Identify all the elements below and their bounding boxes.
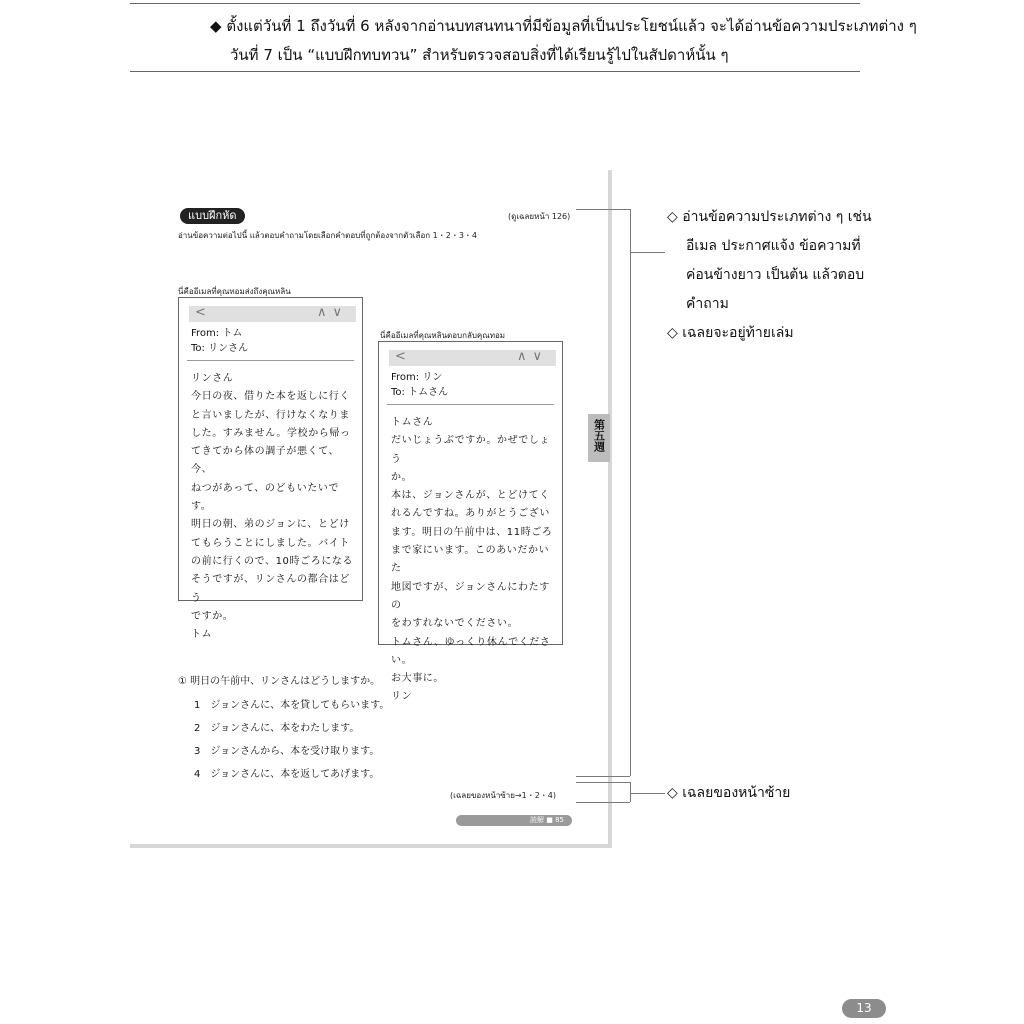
page-footer-bar: 読解 ■ 85	[456, 815, 572, 826]
email1-body: リンさん 今日の夜、借りた本を返しに行く と言いましたが、行けなくなりま した。すみません。学校から帰っ てきてから体の調子が悪くて、今、 ねつがあって、のどもいたいです。 明日の朝、弟のジョンに、とどけ てもらうことにしました。バイト の前に行くので、10時ごろになる そうですが、リンさんの都合はどう ですか。 トム	[191, 373, 354, 641]
email1-caption: นี่คืออีเมลที่คุณทอมส่งถึงคุณหลิน	[178, 287, 291, 296]
email2-caption: นี่คืออีเมลที่คุณหลินตอบกลับคุณทอม	[380, 331, 506, 340]
exercise-badge: แบบฝึกหัด	[180, 208, 245, 224]
callout-line	[576, 209, 630, 210]
question-option-3: 3 ジョンさんから、本を受け取ります。	[194, 746, 380, 757]
callout-bracket	[630, 209, 631, 776]
callout-line	[576, 802, 630, 803]
question-stem: ① 明日の午前中、リンさんはどうしますか。	[178, 676, 381, 687]
diamond-outline-icon: ◇	[667, 325, 678, 341]
question-option-2: 2 ジョンさんに、本をわたします。	[194, 723, 360, 734]
email2-separator	[387, 404, 554, 405]
left-page-answer-ref: (เฉลยของหน้าซ้าย→1・2・4)	[450, 791, 557, 800]
week-side-tab: 第五週	[588, 414, 610, 462]
question-option-1: 1 ジョンさんに、本を貸してもらいます。	[194, 700, 390, 711]
callout-line	[630, 252, 665, 253]
callout-3: ◇ เฉลยของหน้าซ้าย	[667, 785, 791, 801]
up-down-arrows-icon[interactable]: ∧∨	[516, 349, 548, 364]
back-arrow-icon[interactable]: <	[195, 305, 206, 320]
email2-toolbar	[389, 350, 556, 366]
email1-toolbar	[189, 306, 356, 322]
email2-body: トムさん だいじょうぶですか。かぜでしょう か。 本は、ジョンさんが、とどけてく れるんですね。ありがとうござい ます。明日の午前中は、11時ごろ まで家にいます。このあいだかいた 地図ですが、ジョンさんにわたすの をわすれないでください。 トムさん、ゆっくり休んでください。 お大事に。 リン	[391, 417, 553, 703]
intro-bottom-rule	[130, 71, 860, 72]
email1-separator	[187, 360, 354, 361]
email1-to: To: リンさん	[191, 343, 249, 354]
sample-page	[130, 170, 608, 844]
callout-line	[576, 776, 630, 777]
callout-line	[576, 782, 630, 783]
top-rule	[130, 3, 860, 4]
answer-reference: (ดูเฉลยหน้า 126)	[508, 212, 571, 221]
instruction: อ่านข้อความต่อไปนี้ แล้วตอบคำถามโดยเลือกคำตอบที่ถูกต้องจากตัวเลือก 1・2・3・4	[178, 231, 477, 240]
email1-from: From: トム	[191, 328, 243, 339]
back-arrow-icon[interactable]: <	[395, 349, 406, 364]
email2-to: To: トムさん	[391, 387, 449, 398]
callout-1: ◇ อ่านข้อความประเภทต่าง ๆ เช่น อีเมล ประกาศแจ้ง ข้อความที่ ค่อนข้างยาว เป็นต้น แล้วตอบ คำถาม ◇ เฉลยจะอยู่ท้ายเล่ม	[667, 209, 872, 341]
question-option-4: 4 ジョンさんに、本を返してあげます。	[194, 769, 380, 780]
callout-line	[630, 793, 665, 794]
intro-line-2: วันที่ 7 เป็น “แบบฝึกทบทวน” สำหรับตรวจสอบสิ่งที่ได้เรียนรู้ไปในสัปดาห์นั้น ๆ	[230, 46, 729, 64]
intro-line-1: ตั้งแต่วันที่ 1 ถึงวันที่ 6 หลังจากอ่านบทสนทนาที่มีข้อมูลที่เป็นประโยชน์แล้ว จะได้อ่านข้อความประเภทต่าง ๆ	[226, 17, 917, 35]
email2-panel	[378, 341, 563, 703]
diamond-outline-icon: ◇	[667, 785, 678, 801]
callout-2: เฉลยจะอยู่ท้ายเล่ม	[682, 325, 794, 341]
email2-from: From: リン	[391, 372, 443, 383]
up-down-arrows-icon[interactable]: ∧∨	[316, 305, 348, 320]
page-number: 13	[842, 999, 886, 1018]
intro-text	[210, 12, 917, 70]
diamond-bullet-icon: ◆	[210, 17, 222, 35]
email1-panel	[178, 297, 363, 641]
diamond-outline-icon: ◇	[667, 209, 678, 225]
callout-bracket	[630, 782, 631, 802]
